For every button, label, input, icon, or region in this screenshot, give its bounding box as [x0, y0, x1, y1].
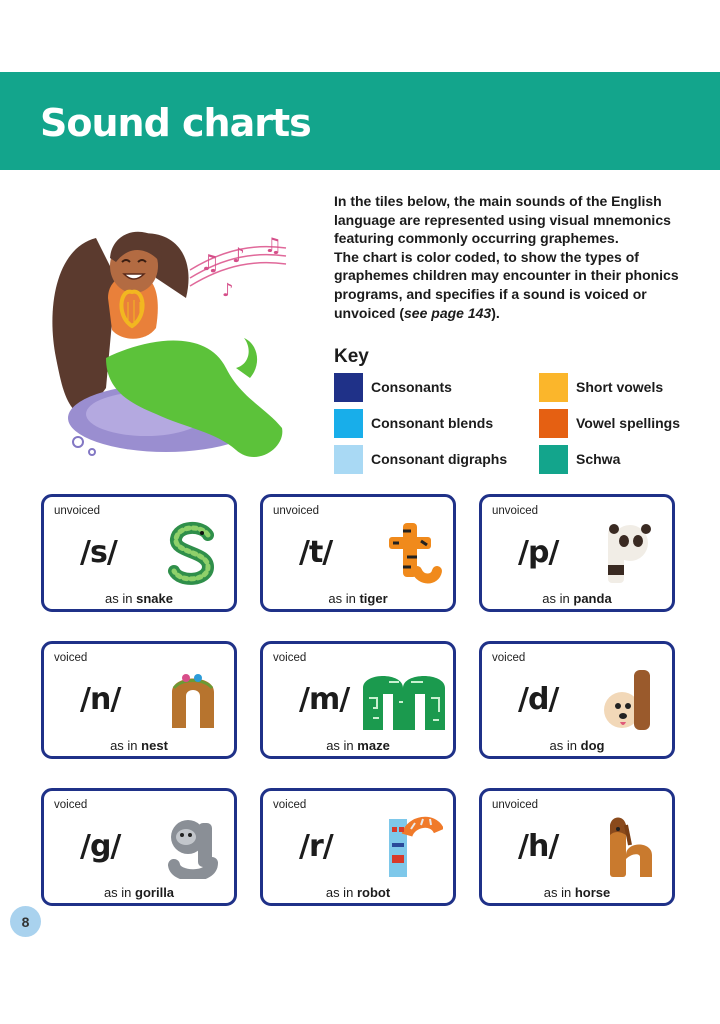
card-example: [44, 591, 234, 606]
card-voicing: voiced: [273, 799, 307, 811]
intro-paragraph-2: [334, 248, 694, 322]
card-sound: /s/: [80, 535, 117, 570]
card-word: nest: [141, 738, 168, 753]
card-sound: /d/: [518, 682, 559, 717]
key-title: Key: [334, 346, 369, 367]
card-example: [263, 738, 453, 753]
card-word: gorilla: [135, 885, 175, 900]
card-voicing: unvoiced: [492, 505, 539, 517]
card-word: horse: [574, 885, 611, 900]
card-example: [263, 591, 453, 606]
key-swatch: [334, 409, 363, 438]
key-item-short-vowels: [539, 373, 663, 401]
sound-card-r: [260, 788, 456, 906]
svg-text:♫: ♫: [264, 233, 282, 257]
card-word: dog: [580, 738, 605, 753]
card-example: [482, 738, 672, 753]
card-word: maze: [357, 738, 390, 753]
sound-card-n: [41, 641, 237, 759]
key-item-consonants: [334, 373, 452, 401]
card-as-in: as in: [105, 591, 133, 606]
key-item-consonant-blends: [334, 409, 493, 437]
card-as-in: as in: [110, 738, 138, 753]
card-as-in: as in: [328, 591, 356, 606]
card-voicing: unvoiced: [54, 505, 101, 517]
key-label: Short vowels: [576, 379, 664, 395]
key-label: Schwa: [576, 451, 621, 467]
sound-card-m: [260, 641, 456, 759]
key-label: Consonants: [371, 379, 452, 395]
tiger-letter-t-icon: [381, 521, 443, 585]
intro-paragraph-2-start: The chart is color coded, to show the types of graphemes children may encounter in their phonics programs, and specifies if a sound is voiced or unvoiced (: [334, 248, 679, 321]
key-item-schwa: [539, 445, 620, 473]
mermaid-illustration: [36, 218, 304, 470]
svg-text:♪: ♪: [222, 280, 234, 301]
card-voicing: voiced: [54, 799, 88, 811]
card-sound: /m/: [299, 682, 350, 717]
sound-card-p: [479, 494, 675, 612]
key-item-vowel-spellings: [539, 409, 680, 437]
key-swatch: [539, 373, 568, 402]
card-as-in: as in: [325, 885, 354, 900]
page-title: Sound charts: [40, 101, 311, 145]
snake-letter-s-icon: [162, 521, 224, 585]
card-sound: /h/: [518, 829, 559, 864]
key-swatch: [334, 373, 363, 402]
svg-text:♫: ♫: [200, 251, 220, 276]
card-sound: /p/: [518, 535, 559, 570]
key-swatch: [539, 445, 568, 474]
sound-card-d: [479, 641, 675, 759]
card-example: [44, 885, 234, 900]
maze-letter-m-icon: [359, 668, 449, 732]
svg-text:♪: ♪: [232, 243, 245, 267]
card-word: panda: [573, 591, 612, 606]
card-as-in: as in: [543, 885, 572, 900]
card-example: [482, 591, 672, 606]
robot-letter-r-icon: [381, 815, 443, 879]
page-reference-link: see page 143: [404, 304, 492, 321]
card-as-in: as in: [326, 738, 354, 753]
card-voicing: voiced: [492, 652, 526, 664]
key-swatch: [539, 409, 568, 438]
card-word: snake: [136, 591, 173, 606]
dog-letter-d-icon: [600, 668, 662, 732]
card-sound: /r/: [299, 829, 333, 864]
card-voicing: unvoiced: [492, 799, 539, 811]
intro-text: [334, 192, 694, 322]
key-item-consonant-digraphs: [334, 445, 507, 473]
card-word: tiger: [359, 591, 388, 606]
card-as-in: as in: [542, 591, 570, 606]
card-voicing: unvoiced: [273, 505, 320, 517]
gorilla-letter-g-icon: [162, 815, 224, 879]
intro-paragraph-2-end: ).: [491, 304, 500, 321]
card-as-in: as in: [549, 738, 577, 753]
key-label: Consonant digraphs: [371, 451, 508, 467]
card-example: [482, 885, 672, 900]
sound-card-h: [479, 788, 675, 906]
panda-letter-p-icon: [600, 521, 662, 585]
card-word: robot: [356, 885, 391, 900]
key-label: Consonant blends: [371, 415, 494, 431]
page-number-badge: 8: [10, 906, 41, 937]
card-sound: /t/: [299, 535, 333, 570]
horse-letter-h-icon: [600, 815, 662, 879]
card-sound: /n/: [80, 682, 121, 717]
card-example: [263, 885, 453, 900]
key-label: Vowel spellings: [576, 415, 680, 431]
card-as-in: as in: [103, 885, 132, 900]
sound-card-t: [260, 494, 456, 612]
nest-letter-n-icon: [162, 668, 224, 732]
sound-card-s: [41, 494, 237, 612]
card-voicing: voiced: [54, 652, 88, 664]
card-sound: /g/: [80, 829, 121, 864]
sound-card-g: [41, 788, 237, 906]
card-example: [44, 738, 234, 753]
intro-paragraph-1: In the tiles below, the main sounds of the English language are represented using visual mnemonics featuring commonly occurring graphemes.: [334, 193, 671, 247]
card-voicing: voiced: [273, 652, 307, 664]
key-swatch: [334, 445, 363, 474]
